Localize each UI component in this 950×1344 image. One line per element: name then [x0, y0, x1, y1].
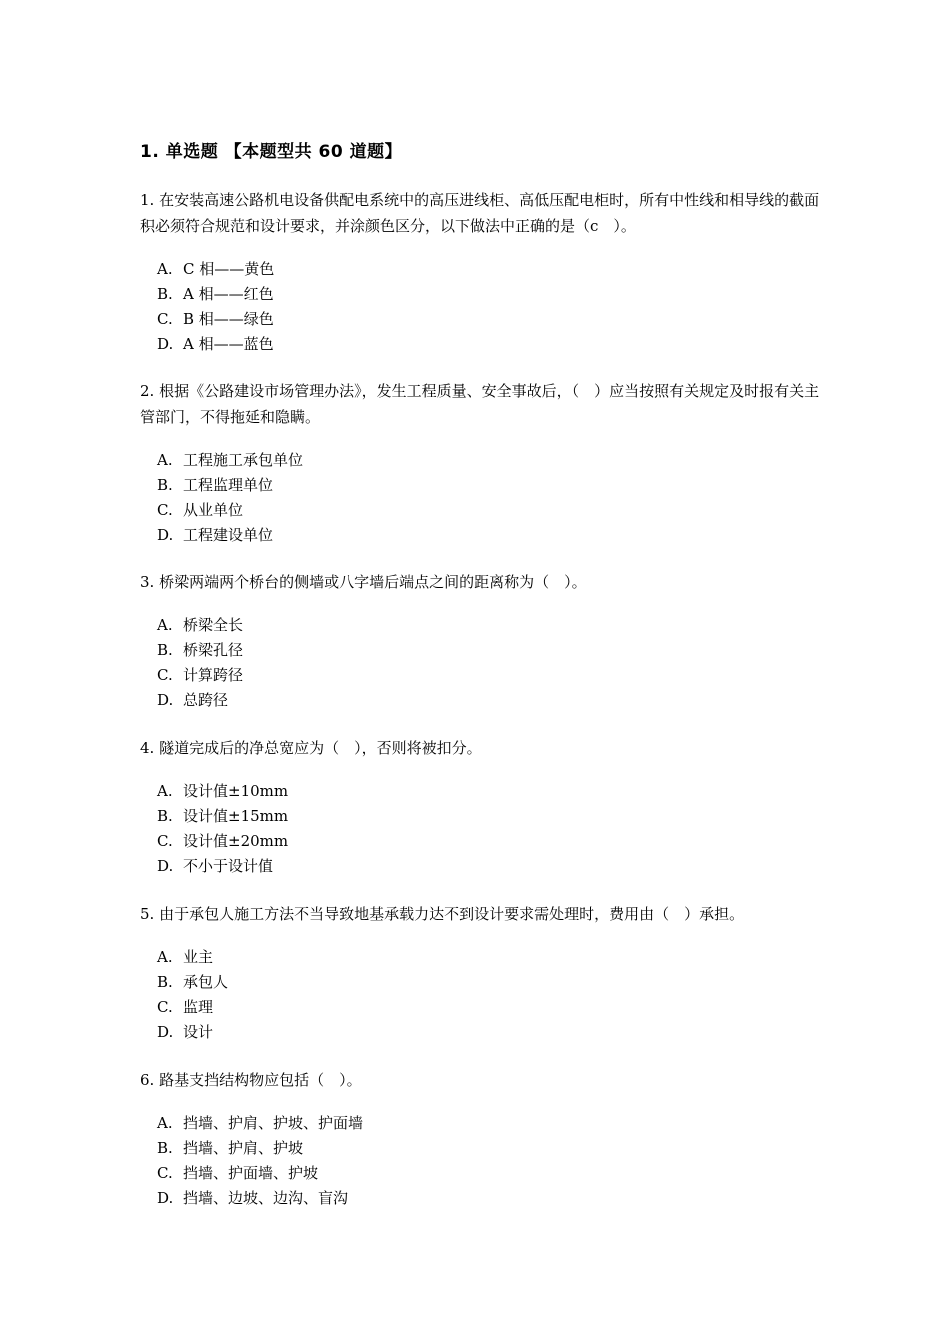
- option-d: [157, 854, 830, 879]
- option-letter: B.: [157, 807, 173, 825]
- option-text: A 相——蓝色: [183, 335, 274, 353]
- option-text: A 相——红色: [183, 285, 274, 303]
- option-text: 挡墙、护肩、护坡: [183, 1139, 304, 1157]
- option-letter: B.: [157, 641, 173, 659]
- option-letter: C.: [157, 310, 173, 328]
- section-title: 1. 单选题 【本题型共 60 道题】: [140, 142, 403, 162]
- option-a: [157, 257, 830, 282]
- option-text: 桥梁全长: [183, 616, 244, 634]
- option-c: [157, 498, 830, 523]
- option-d: [157, 523, 830, 548]
- option-text: B 相——绿色: [183, 310, 274, 328]
- option-text: 挡墙、边坡、边沟、盲沟: [183, 1189, 349, 1207]
- question-stem: 1. 在安装高速公路机电设备供配电系统中的高压进线柜、高低压配电柜时，所有中性线和相导线的截面积必须符合规范和设计要求，并涂颜色区分，以下做法中正确的是（c ）。: [140, 191, 820, 235]
- option-text: 总跨径: [183, 691, 229, 709]
- option-letter: D.: [157, 1189, 174, 1207]
- option-text: 设计: [183, 1023, 214, 1041]
- option-text: C 相——黄色: [183, 260, 275, 278]
- option-d: [157, 1020, 830, 1045]
- option-text: 桥梁孔径: [183, 641, 244, 659]
- option-text: 工程施工承包单位: [183, 451, 304, 469]
- option-list: [140, 945, 830, 1045]
- option-c: [157, 663, 830, 688]
- option-letter: D.: [157, 691, 174, 709]
- option-b: [157, 638, 830, 663]
- option-a: [157, 1111, 830, 1136]
- option-letter: C.: [157, 998, 173, 1016]
- question-5: [140, 901, 830, 1045]
- question-stem: 3. 桥梁两端两个桥台的侧墙或八字墙后端点之间的距离称为（ ）。: [140, 573, 587, 591]
- option-c: [157, 307, 830, 332]
- option-c: [157, 1161, 830, 1186]
- option-letter: C.: [157, 1164, 173, 1182]
- option-a: [157, 945, 830, 970]
- option-letter: B.: [157, 476, 173, 494]
- option-letter: A.: [157, 782, 173, 800]
- question-stem: 4. 隧道完成后的净总宽应为（ ），否则将被扣分。: [140, 739, 482, 757]
- question-2: [140, 378, 830, 548]
- option-c: [157, 829, 830, 854]
- question-stem: 6. 路基支挡结构物应包括（ ）。: [140, 1071, 362, 1089]
- option-letter: B.: [157, 285, 173, 303]
- option-letter: C.: [157, 666, 173, 684]
- question-3: [140, 569, 830, 713]
- option-letter: C.: [157, 832, 173, 850]
- option-letter: D.: [157, 857, 174, 875]
- option-text: 工程建设单位: [183, 526, 274, 544]
- option-text: 监理: [183, 998, 214, 1016]
- option-list: [140, 257, 830, 357]
- option-list: [140, 779, 830, 879]
- option-letter: A.: [157, 1114, 173, 1132]
- option-b: [157, 282, 830, 307]
- option-letter: A.: [157, 948, 173, 966]
- option-text: 工程监理单位: [183, 476, 274, 494]
- option-list: [140, 613, 830, 713]
- option-text: 设计值±15mm: [183, 807, 289, 825]
- option-text: 不小于设计值: [183, 857, 274, 875]
- option-letter: C.: [157, 501, 173, 519]
- question-stem: 2. 根据《公路建设市场管理办法》，发生工程质量、安全事故后，（ ）应当按照有关规定及时报有关主管部门，不得拖延和隐瞒。: [140, 382, 820, 426]
- option-text: 设计值±20mm: [183, 832, 289, 850]
- option-list: [140, 448, 830, 548]
- option-a: [157, 779, 830, 804]
- option-b: [157, 970, 830, 995]
- option-letter: A.: [157, 451, 173, 469]
- question-6: [140, 1067, 830, 1211]
- option-text: 计算跨径: [183, 666, 244, 684]
- option-list: [140, 1111, 830, 1211]
- option-text: 承包人: [183, 973, 229, 991]
- option-d: [157, 1186, 830, 1211]
- option-letter: A.: [157, 260, 173, 278]
- option-letter: A.: [157, 616, 173, 634]
- option-text: 业主: [183, 948, 214, 966]
- option-letter: B.: [157, 973, 173, 991]
- option-letter: D.: [157, 335, 174, 353]
- option-text: 挡墙、护肩、护坡、护面墙: [183, 1114, 364, 1132]
- option-text: 挡墙、护面墙、护坡: [183, 1164, 319, 1182]
- option-letter: D.: [157, 526, 174, 544]
- question-4: [140, 735, 830, 879]
- question-1: [140, 187, 830, 357]
- option-text: 从业单位: [183, 501, 244, 519]
- option-text: 设计值±10mm: [183, 782, 289, 800]
- option-letter: D.: [157, 1023, 174, 1041]
- option-b: [157, 1136, 830, 1161]
- option-b: [157, 804, 830, 829]
- option-letter: B.: [157, 1139, 173, 1157]
- question-stem: 5. 由于承包人施工方法不当导致地基承载力达不到设计要求需处理时，费用由（ ）承担。: [140, 905, 745, 923]
- option-c: [157, 995, 830, 1020]
- option-d: [157, 332, 830, 357]
- option-a: [157, 613, 830, 638]
- option-a: [157, 448, 830, 473]
- option-d: [157, 688, 830, 713]
- option-b: [157, 473, 830, 498]
